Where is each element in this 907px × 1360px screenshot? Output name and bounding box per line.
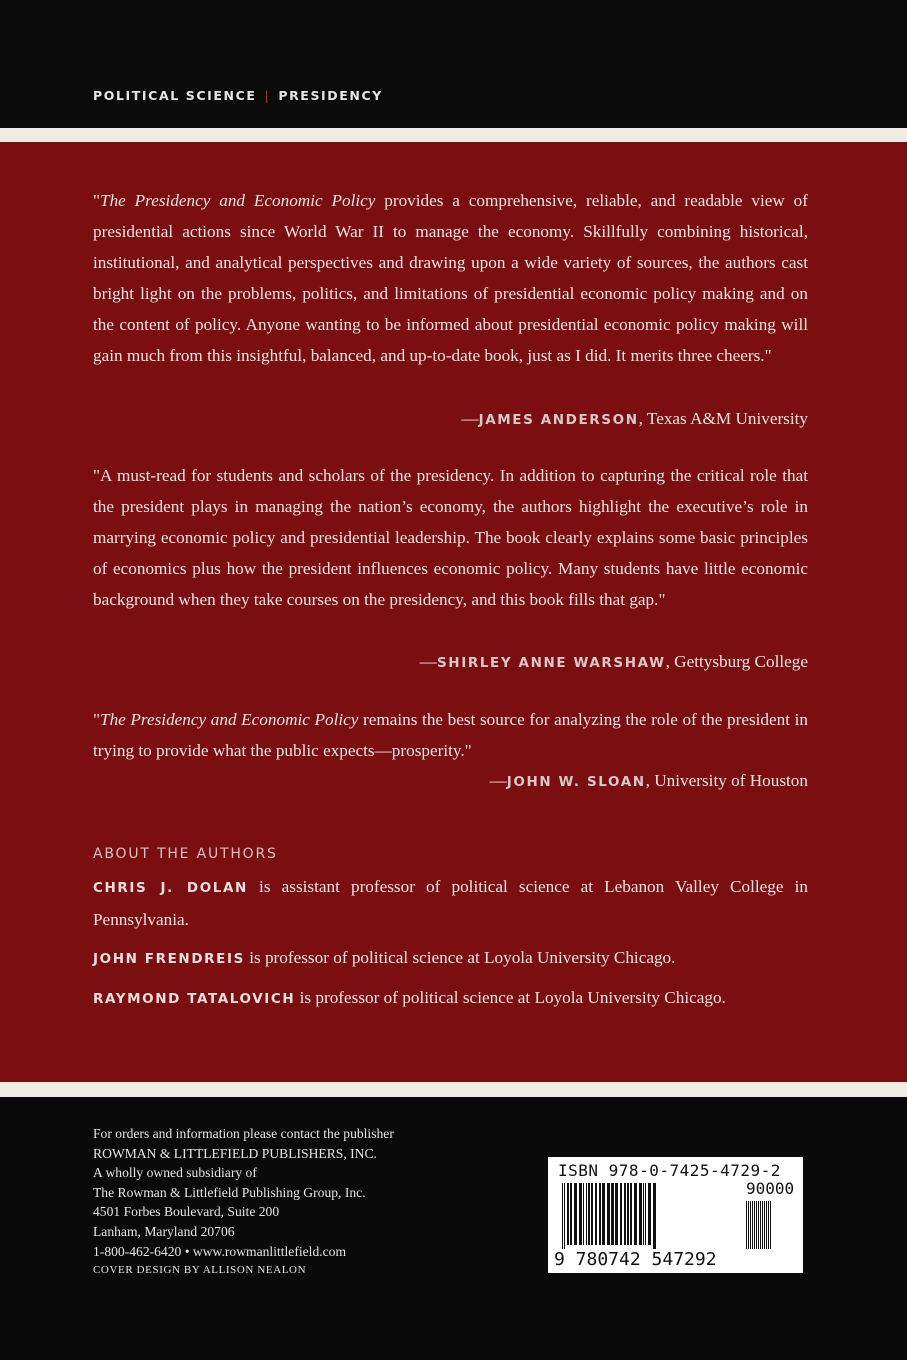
barcode-bar (630, 1183, 632, 1245)
barcode-bar (599, 1183, 601, 1245)
barcode-bar (639, 1183, 642, 1245)
barcode-bar (634, 1183, 637, 1245)
addon-bar (762, 1201, 763, 1249)
dash: — (419, 652, 437, 671)
top-band (0, 0, 907, 128)
barcode-bar (620, 1183, 622, 1245)
barcode-bar (643, 1183, 644, 1245)
addon-bar (764, 1201, 765, 1249)
barcode-bar (615, 1183, 618, 1245)
reviewer-name: SHIRLEY ANNE WARSHAW (436, 655, 666, 671)
addon-bar (760, 1201, 761, 1249)
author-name: CHRIS J. DOLAN (93, 880, 248, 896)
publisher-phone-web: 1-800-462-6420 • www.rowmanlittlefield.com (93, 1243, 347, 1259)
dash: — (461, 409, 479, 428)
blurb-1 (93, 185, 808, 371)
barcode-bar (595, 1183, 597, 1245)
barcode-bar (653, 1183, 656, 1249)
barcode-bar (579, 1183, 582, 1245)
barcode-bar (586, 1183, 587, 1245)
blurb-3-attribution (490, 765, 808, 798)
barcode-bar (648, 1183, 651, 1245)
dash: — (489, 771, 507, 790)
barcode-bar (583, 1183, 584, 1245)
author-description: is professor of political science at Loyola University Chicago. (244, 948, 676, 967)
addon-bar (752, 1201, 753, 1249)
open-quote: " (93, 466, 101, 485)
about-authors-heading: ABOUT THE AUTHORS (93, 846, 278, 862)
publisher-contact-line: For orders and information please contact the publisher (93, 1126, 394, 1141)
barcode-bar (624, 1183, 626, 1245)
blurb-text: A must-read for students and scholars of the presidency. In addition to capturing the critical role that the president plays in managing the nation’s economy, the authors highlight the executive’s role in marrying economic policy and presidential leadership. The book clearly explains some basic principles of economics plus how the president influences economic policy. Many students have little economic background when they take courses on the presidency, and this book fills that gap." (93, 466, 808, 609)
reviewer-affiliation: , Texas A&M University (638, 409, 808, 428)
author-name: RAYMOND TATALOVICH (93, 991, 296, 1007)
blurb-2 (93, 460, 808, 615)
addon-bar (756, 1201, 757, 1249)
blurb-2-attribution (420, 646, 808, 679)
reviewer-affiliation: , University of Houston (645, 771, 808, 790)
addon-bar (754, 1201, 755, 1249)
blurb-1-attribution (461, 403, 808, 436)
reviewer-affiliation: , Gettysburg College (665, 652, 808, 671)
barcode-bar (562, 1183, 563, 1249)
barcode-bar (564, 1183, 565, 1249)
publisher-address-city: Lanham, Maryland 20706 (93, 1223, 235, 1239)
publisher-group: The Rowman & Littlefield Publishing Group, Inc. (93, 1184, 366, 1200)
addon-bar (766, 1201, 767, 1249)
blurb-text: provides a comprehensive, reliable, and readable view of presidential actions since World War II to manage the economy. Skillfully combining historical, institutional, and analytical perspectives and drawing upon a wide variety of sources, the authors cast bright light on the problems, politics, and limitations of presidential economic policy making and on the content of policy. Anyone wanting to be informed about presidential economic policy making will gain much from this insightful, balanced, and up-to-date book, just as I did. It merits three cheers." (93, 191, 809, 365)
publisher-info (93, 1124, 533, 1281)
addon-bar (748, 1201, 749, 1249)
price-code: 90000 (746, 1179, 795, 1198)
barcode-bar (627, 1183, 629, 1245)
barcode-bar (602, 1183, 605, 1245)
addon-bar (750, 1201, 751, 1249)
barcode-bar (567, 1183, 569, 1245)
barcode-bar (645, 1183, 646, 1245)
barcode-bar (611, 1183, 614, 1245)
publisher-address-street: 4501 Forbes Boulevard, Suite 200 (93, 1204, 280, 1220)
barcode-bar (591, 1183, 593, 1245)
book-title: The Presidency and Economic Policy (100, 710, 359, 729)
barcode-bar (588, 1183, 590, 1245)
barcode-bar (570, 1183, 572, 1245)
publisher-subsidiary-line: A wholly owned subsidiary of (93, 1165, 257, 1181)
reviewer-name: JAMES ANDERSON (478, 412, 639, 428)
ean-digits: 9 780742 547292 (554, 1249, 717, 1270)
isbn-barcode (548, 1157, 803, 1273)
author-bio-frendreis (93, 942, 808, 975)
barcode-bar (574, 1183, 577, 1245)
author-name: JOHN FRENDREIS (93, 951, 245, 967)
cover-design-credit: COVER DESIGN BY ALLISON NEALON (93, 1264, 307, 1277)
author-bio-tatalovich (93, 982, 808, 1015)
addon-bar (758, 1201, 759, 1249)
top-divider-stripe (0, 128, 907, 142)
isbn-label: ISBN 978-0-7425-4729-2 (558, 1161, 781, 1180)
reviewer-name: JOHN W. SLOAN (506, 774, 646, 790)
addon-bar (746, 1201, 747, 1249)
blurb-3 (93, 704, 808, 766)
book-title: The Presidency and Economic Policy (100, 191, 376, 210)
category-label (93, 88, 383, 103)
author-bio-dolan (93, 871, 808, 935)
publisher-name: ROWMAN & LITTLEFIELD PUBLISHERS, INC. (93, 1145, 377, 1161)
bottom-divider-stripe (0, 1082, 907, 1097)
category-separator: | (264, 88, 271, 103)
addon-bar (768, 1201, 769, 1249)
open-quote: " (93, 191, 101, 210)
barcode-bar (607, 1183, 610, 1245)
author-description: is professor of political science at Loyola University Chicago. (295, 988, 726, 1007)
author-description: is assistant professor of political science at Lebanon Valley College in Pennsylvania. (93, 877, 808, 929)
category-presidency: PRESIDENCY (278, 88, 383, 103)
addon-bar (770, 1201, 771, 1249)
category-political-science: POLITICAL SCIENCE (93, 88, 257, 103)
open-quote: " (93, 710, 101, 729)
blurb-text: remains the best source for analyzing the role of the president in trying to provide what the public expects—prosperity." (93, 710, 808, 760)
